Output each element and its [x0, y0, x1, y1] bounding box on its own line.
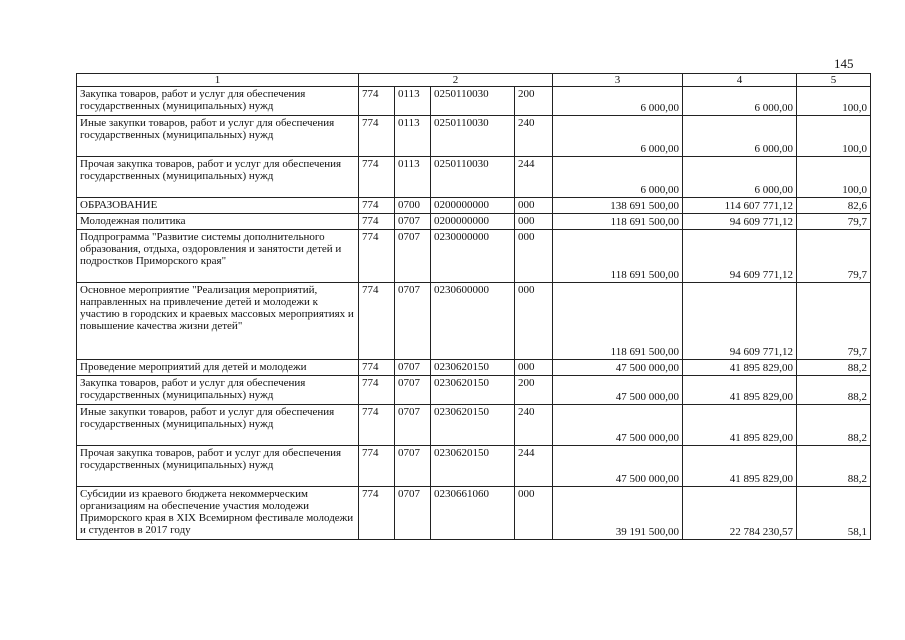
- header-col-5: 5: [797, 74, 871, 87]
- row-code-admin: 774: [359, 376, 395, 405]
- row-code-section: 0707: [395, 487, 431, 540]
- row-value-actual: 114 607 771,12: [683, 198, 797, 214]
- row-code-admin: 774: [359, 446, 395, 487]
- row-code-expense: 000: [515, 360, 553, 376]
- row-value-actual: 6 000,00: [683, 157, 797, 198]
- row-name: Молодежная политика: [77, 214, 359, 230]
- row-value-percent: 58,1: [797, 487, 871, 540]
- row-code-section: 0707: [395, 405, 431, 446]
- row-value-plan: 39 191 500,00: [553, 487, 683, 540]
- row-name: Иные закупки товаров, работ и услуг для обеспечения государственных (муниципальных) нужд: [77, 116, 359, 157]
- row-value-actual: 41 895 829,00: [683, 446, 797, 487]
- row-code-admin: 774: [359, 230, 395, 283]
- row-code-expense: 200: [515, 87, 553, 116]
- row-code-expense: 200: [515, 376, 553, 405]
- row-value-plan: 6 000,00: [553, 116, 683, 157]
- table-row: [77, 376, 871, 405]
- row-value-percent: 79,7: [797, 283, 871, 360]
- table-row: [77, 487, 871, 540]
- table-row: [77, 198, 871, 214]
- row-name: ОБРАЗОВАНИЕ: [77, 198, 359, 214]
- table-row: [77, 230, 871, 283]
- budget-table: [76, 73, 871, 540]
- row-code-admin: 774: [359, 157, 395, 198]
- row-code-admin: 774: [359, 283, 395, 360]
- table-row: [77, 360, 871, 376]
- row-code-expense: 244: [515, 446, 553, 487]
- row-value-actual: 94 609 771,12: [683, 214, 797, 230]
- row-code-expense: 000: [515, 283, 553, 360]
- row-code-target: 0230661060: [431, 487, 515, 540]
- row-name: Закупка товаров, работ и услуг для обеспечения государственных (муниципальных) нужд: [77, 376, 359, 405]
- row-code-expense: 000: [515, 198, 553, 214]
- row-code-target: 0230620150: [431, 405, 515, 446]
- row-value-plan: 47 500 000,00: [553, 376, 683, 405]
- row-code-target: 0200000000: [431, 214, 515, 230]
- row-value-actual: 41 895 829,00: [683, 405, 797, 446]
- row-code-target: 0250110030: [431, 87, 515, 116]
- row-code-expense: 244: [515, 157, 553, 198]
- row-code-expense: 240: [515, 116, 553, 157]
- row-code-target: 0250110030: [431, 116, 515, 157]
- header-col-3: 3: [553, 74, 683, 87]
- row-code-section: 0113: [395, 157, 431, 198]
- table-row: [77, 157, 871, 198]
- row-code-expense: 000: [515, 214, 553, 230]
- row-value-percent: 88,2: [797, 446, 871, 487]
- row-code-section: 0707: [395, 360, 431, 376]
- header-col-1: 1: [77, 74, 359, 87]
- row-code-target: 0230600000: [431, 283, 515, 360]
- row-value-plan: 118 691 500,00: [553, 283, 683, 360]
- row-value-percent: 82,6: [797, 198, 871, 214]
- row-value-actual: 94 609 771,12: [683, 283, 797, 360]
- row-code-section: 0707: [395, 214, 431, 230]
- row-code-section: 0707: [395, 230, 431, 283]
- row-value-plan: 138 691 500,00: [553, 198, 683, 214]
- row-name: Основное мероприятие "Реализация мероприятий, направленных на привлечение детей и молодежи к участию в городских и краевых массовых мероприятиях и повышение качества жизни детей": [77, 283, 359, 360]
- row-code-target: 0230620150: [431, 360, 515, 376]
- row-code-section: 0113: [395, 116, 431, 157]
- row-value-plan: 118 691 500,00: [553, 214, 683, 230]
- row-value-percent: 100,0: [797, 157, 871, 198]
- row-code-section: 0707: [395, 446, 431, 487]
- row-code-admin: 774: [359, 87, 395, 116]
- row-value-actual: 6 000,00: [683, 87, 797, 116]
- row-value-plan: 118 691 500,00: [553, 230, 683, 283]
- row-value-percent: 100,0: [797, 87, 871, 116]
- row-name: Закупка товаров, работ и услуг для обеспечения государственных (муниципальных) нужд: [77, 87, 359, 116]
- header-row: [77, 74, 871, 87]
- row-name: Иные закупки товаров, работ и услуг для обеспечения государственных (муниципальных) нужд: [77, 405, 359, 446]
- row-code-target: 0230620150: [431, 376, 515, 405]
- row-value-actual: 41 895 829,00: [683, 376, 797, 405]
- table-row: [77, 283, 871, 360]
- row-name: Прочая закупка товаров, работ и услуг для обеспечения государственных (муниципальных) нужд: [77, 157, 359, 198]
- row-code-admin: 774: [359, 360, 395, 376]
- row-code-admin: 774: [359, 487, 395, 540]
- page-number: 145: [834, 56, 854, 71]
- row-value-percent: 88,2: [797, 405, 871, 446]
- row-value-percent: 88,2: [797, 376, 871, 405]
- table-row: [77, 116, 871, 157]
- row-value-plan: 47 500 000,00: [553, 405, 683, 446]
- row-name: Прочая закупка товаров, работ и услуг для обеспечения государственных (муниципальных) нужд: [77, 446, 359, 487]
- row-value-actual: 94 609 771,12: [683, 230, 797, 283]
- row-value-plan: 6 000,00: [553, 87, 683, 116]
- row-value-actual: 22 784 230,57: [683, 487, 797, 540]
- header-col-2: 2: [359, 74, 553, 87]
- row-code-expense: 000: [515, 230, 553, 283]
- row-name: Проведение мероприятий для детей и молодежи: [77, 360, 359, 376]
- row-value-plan: 6 000,00: [553, 157, 683, 198]
- table-row: [77, 87, 871, 116]
- row-value-percent: 79,7: [797, 230, 871, 283]
- row-code-section: 0707: [395, 283, 431, 360]
- table-row: [77, 405, 871, 446]
- row-value-plan: 47 500 000,00: [553, 360, 683, 376]
- header-col-4: 4: [683, 74, 797, 87]
- row-value-percent: 100,0: [797, 116, 871, 157]
- row-code-section: 0700: [395, 198, 431, 214]
- row-value-percent: 88,2: [797, 360, 871, 376]
- row-code-admin: 774: [359, 198, 395, 214]
- row-code-section: 0113: [395, 87, 431, 116]
- row-code-target: 0200000000: [431, 198, 515, 214]
- row-value-actual: 6 000,00: [683, 116, 797, 157]
- row-value-percent: 79,7: [797, 214, 871, 230]
- row-code-admin: 774: [359, 116, 395, 157]
- row-code-section: 0707: [395, 376, 431, 405]
- row-code-target: 0230000000: [431, 230, 515, 283]
- row-code-expense: 000: [515, 487, 553, 540]
- row-name: Подпрограмма "Развитие системы дополнительного образования, отдыха, оздоровления и занятости детей и подростков Приморского края": [77, 230, 359, 283]
- row-code-target: 0230620150: [431, 446, 515, 487]
- row-value-plan: 47 500 000,00: [553, 446, 683, 487]
- table-row: [77, 214, 871, 230]
- table-row: [77, 446, 871, 487]
- row-value-actual: 41 895 829,00: [683, 360, 797, 376]
- row-code-admin: 774: [359, 405, 395, 446]
- row-code-target: 0250110030: [431, 157, 515, 198]
- row-name: Субсидии из краевого бюджета некоммерческим организациям на обеспечение участия молодежи Приморского края в XIX Всемирном фестивале молодежи и студентов в 2017 году: [77, 487, 359, 540]
- row-code-expense: 240: [515, 405, 553, 446]
- row-code-admin: 774: [359, 214, 395, 230]
